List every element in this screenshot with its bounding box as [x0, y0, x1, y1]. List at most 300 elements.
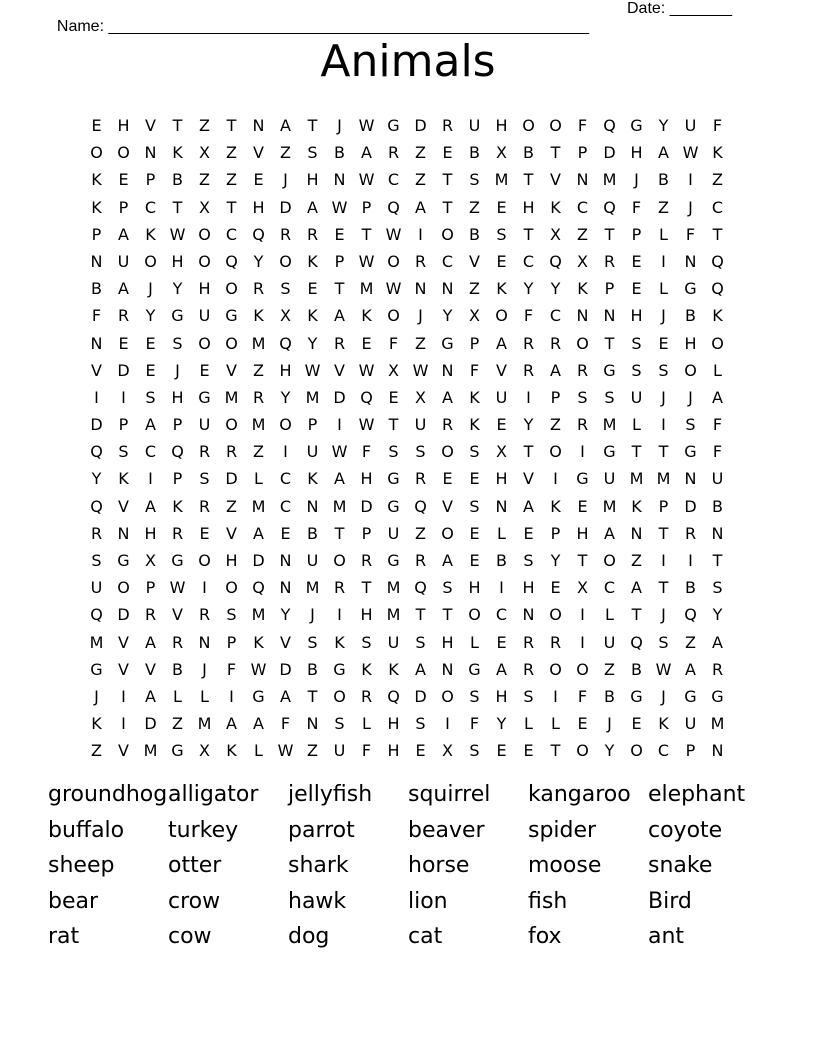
grid-letter[interactable]: M [386, 578, 401, 598]
grid-letter[interactable]: E [388, 387, 399, 407]
grid-letter[interactable]: T [442, 197, 453, 217]
grid-letter[interactable]: H [630, 306, 643, 326]
grid-letter[interactable]: Z [226, 496, 237, 516]
grid-letter[interactable]: Z [91, 741, 102, 761]
grid-letter[interactable]: H [225, 551, 238, 570]
grid-letter[interactable]: U [306, 442, 319, 462]
grid-letter[interactable]: G [90, 659, 103, 679]
grid-letter[interactable]: C [522, 251, 535, 271]
grid-letter[interactable]: K [253, 632, 264, 652]
grid-letter[interactable]: X [469, 306, 480, 326]
grid-letter[interactable]: A [307, 197, 318, 217]
grid-letter[interactable]: Q [225, 251, 238, 271]
grid-letter[interactable]: O [603, 551, 616, 570]
grid-letter[interactable]: W [682, 143, 699, 163]
grid-letter[interactable]: N [441, 360, 454, 380]
grid-letter[interactable]: S [469, 686, 480, 706]
grid-letter[interactable]: N [576, 170, 589, 190]
name-field[interactable]: Name: ______________________________________________________ [56, 18, 589, 35]
grid-letter[interactable]: W [304, 360, 321, 380]
grid-letter[interactable]: R [522, 659, 535, 679]
grid-letter[interactable]: W [169, 578, 186, 598]
grid-letter[interactable]: E [442, 143, 453, 163]
grid-letter[interactable]: E [334, 224, 345, 244]
grid-letter[interactable]: P [658, 496, 669, 516]
grid-letter[interactable]: N [306, 496, 319, 516]
grid-letter[interactable]: P [361, 523, 372, 543]
grid-letter[interactable]: F [712, 415, 723, 435]
grid-letter[interactable]: V [226, 360, 237, 380]
grid-letter[interactable]: V [496, 360, 507, 380]
grid-letter[interactable]: R [360, 551, 373, 570]
grid-letter[interactable]: Y [253, 251, 264, 271]
grid-letter[interactable]: V [469, 251, 480, 271]
grid-letter[interactable]: E [577, 496, 588, 516]
grid-letter[interactable]: K [226, 741, 237, 761]
grid-letter[interactable]: O [549, 116, 562, 135]
grid-letter[interactable]: Q [90, 496, 103, 516]
grid-letter[interactable]: B [685, 306, 696, 326]
grid-letter[interactable]: H [144, 523, 157, 543]
grid-letter[interactable]: K [91, 714, 102, 734]
grid-letter[interactable]: T [604, 224, 615, 244]
grid-letter[interactable]: F [361, 741, 372, 761]
grid-letter[interactable]: P [550, 523, 561, 543]
grid-letter[interactable]: S [523, 551, 534, 570]
grid-letter[interactable]: G [684, 686, 697, 706]
grid-letter[interactable]: H [522, 578, 535, 598]
grid-letter[interactable]: H [495, 469, 508, 489]
grid-letter[interactable]: K [550, 496, 561, 516]
grid-letter[interactable]: O [387, 251, 400, 271]
grid-letter[interactable]: K [361, 659, 372, 679]
grid-letter[interactable]: M [251, 605, 266, 625]
grid-letter[interactable]: A [712, 387, 723, 407]
grid-letter[interactable]: E [496, 741, 507, 761]
grid-letter[interactable]: P [172, 415, 183, 435]
grid-letter[interactable]: F [577, 116, 588, 135]
grid-letter[interactable]: B [307, 523, 318, 543]
grid-letter[interactable]: F [712, 116, 723, 135]
grid-letter[interactable]: O [576, 333, 589, 353]
grid-letter[interactable]: A [145, 632, 156, 652]
grid-letter[interactable]: S [415, 442, 426, 462]
grid-letter[interactable]: U [117, 251, 130, 271]
grid-letter[interactable]: G [387, 116, 400, 135]
grid-letter[interactable]: S [334, 714, 345, 734]
grid-letter[interactable]: A [145, 496, 156, 516]
grid-letter[interactable]: M [494, 170, 509, 190]
grid-letter[interactable]: J [175, 360, 180, 380]
grid-letter[interactable]: Q [252, 578, 265, 598]
grid-letter[interactable]: N [252, 116, 265, 135]
grid-letter[interactable]: P [145, 578, 156, 598]
grid-letter[interactable]: C [225, 224, 238, 244]
grid-letter[interactable]: O [279, 415, 292, 435]
grid-letter[interactable]: N [711, 741, 724, 761]
grid-letter[interactable]: F [91, 306, 102, 326]
grid-letter[interactable]: T [307, 686, 318, 706]
grid-letter[interactable]: R [144, 605, 157, 625]
grid-letter[interactable]: S [469, 170, 480, 190]
grid-letter[interactable]: Y [442, 306, 453, 326]
grid-letter[interactable]: Q [603, 197, 616, 217]
grid-letter[interactable]: X [496, 143, 507, 163]
grid-letter[interactable]: T [172, 197, 183, 217]
grid-letter[interactable]: Z [415, 333, 426, 353]
grid-letter[interactable]: S [496, 224, 507, 244]
grid-letter[interactable]: C [279, 496, 292, 516]
grid-letter[interactable]: A [415, 659, 426, 679]
grid-letter[interactable]: S [631, 333, 642, 353]
grid-letter[interactable]: U [90, 578, 103, 598]
grid-letter[interactable]: X [496, 442, 507, 462]
grid-letter[interactable]: E [253, 170, 264, 190]
grid-letter[interactable]: C [549, 306, 562, 326]
grid-letter[interactable]: G [630, 116, 643, 135]
grid-letter[interactable]: R [522, 360, 535, 380]
grid-letter[interactable]: N [576, 306, 589, 326]
grid-letter[interactable]: Y [523, 415, 534, 435]
grid-letter[interactable]: V [226, 523, 237, 543]
grid-letter[interactable]: R [198, 605, 211, 625]
grid-letter[interactable]: N [414, 279, 427, 299]
grid-letter[interactable]: G [171, 306, 184, 326]
grid-letter[interactable]: I [202, 578, 207, 598]
grid-letter[interactable]: V [523, 469, 534, 489]
grid-letter[interactable]: H [279, 360, 292, 380]
grid-letter[interactable]: M [359, 279, 374, 299]
grid-letter[interactable]: K [307, 469, 318, 489]
grid-letter[interactable]: E [199, 360, 210, 380]
grid-letter[interactable]: Z [199, 116, 210, 135]
grid-letter[interactable]: K [388, 659, 399, 679]
grid-letter[interactable]: R [441, 415, 454, 435]
grid-letter[interactable]: Y [604, 741, 615, 761]
grid-letter[interactable]: O [144, 251, 157, 271]
grid-letter[interactable]: X [577, 251, 588, 271]
grid-letter[interactable]: E [118, 170, 129, 190]
grid-letter[interactable]: A [496, 333, 507, 353]
grid-letter[interactable]: H [495, 116, 508, 135]
grid-letter[interactable]: R [414, 551, 427, 570]
grid-letter[interactable]: E [523, 741, 534, 761]
grid-letter[interactable]: D [360, 496, 373, 516]
grid-letter[interactable]: Q [279, 333, 292, 353]
grid-letter[interactable]: R [711, 659, 724, 679]
grid-letter[interactable]: L [524, 714, 533, 734]
grid-letter[interactable]: W [358, 415, 375, 435]
grid-letter[interactable]: E [91, 116, 102, 135]
grid-letter[interactable]: K [469, 387, 480, 407]
grid-letter[interactable]: T [172, 116, 183, 135]
grid-letter[interactable]: O [279, 251, 292, 271]
grid-letter[interactable]: S [91, 551, 102, 570]
grid-letter[interactable]: T [334, 523, 345, 543]
grid-letter[interactable]: H [468, 578, 481, 598]
grid-letter[interactable]: T [442, 170, 453, 190]
grid-letter[interactable]: E [496, 415, 507, 435]
grid-letter[interactable]: Z [415, 170, 426, 190]
grid-letter[interactable]: Z [469, 279, 480, 299]
grid-letter[interactable]: I [580, 605, 585, 625]
grid-letter[interactable]: N [144, 143, 157, 163]
grid-letter[interactable]: N [441, 279, 454, 299]
grid-letter[interactable]: A [253, 523, 264, 543]
grid-letter[interactable]: R [252, 279, 265, 299]
grid-letter[interactable]: K [361, 306, 372, 326]
grid-letter[interactable]: I [418, 224, 423, 244]
grid-letter[interactable]: H [198, 279, 211, 299]
grid-letter[interactable]: V [118, 741, 129, 761]
grid-letter[interactable]: R [90, 523, 103, 543]
grid-letter[interactable]: F [280, 714, 291, 734]
grid-letter[interactable]: O [495, 306, 508, 326]
grid-letter[interactable]: W [385, 224, 402, 244]
grid-letter[interactable]: D [90, 415, 103, 435]
grid-letter[interactable]: E [415, 741, 426, 761]
grid-letter[interactable]: R [333, 333, 346, 353]
grid-letter[interactable]: O [198, 251, 211, 271]
grid-letter[interactable]: S [469, 741, 480, 761]
grid-letter[interactable]: I [499, 578, 504, 598]
grid-letter[interactable]: T [550, 143, 561, 163]
grid-letter[interactable]: S [658, 360, 669, 380]
grid-letter[interactable]: M [386, 605, 401, 625]
grid-letter[interactable]: T [226, 116, 237, 135]
grid-letter[interactable]: P [361, 197, 372, 217]
grid-letter[interactable]: Z [226, 170, 237, 190]
grid-letter[interactable]: O [522, 116, 535, 135]
grid-letter[interactable]: Y [172, 279, 183, 299]
grid-letter[interactable]: E [658, 333, 669, 353]
grid-letter[interactable]: I [553, 469, 558, 489]
grid-letter[interactable]: O [333, 686, 346, 706]
grid-letter[interactable]: Z [280, 143, 291, 163]
grid-letter[interactable]: K [307, 306, 318, 326]
grid-letter[interactable]: W [385, 279, 402, 299]
grid-letter[interactable]: Y [91, 469, 102, 489]
grid-letter[interactable]: Q [603, 116, 616, 135]
grid-letter[interactable]: J [661, 605, 666, 625]
grid-letter[interactable]: B [496, 551, 507, 570]
grid-letter[interactable]: U [711, 469, 724, 489]
grid-letter[interactable]: C [576, 197, 589, 217]
grid-letter[interactable]: Z [577, 224, 588, 244]
grid-letter[interactable]: B [172, 170, 183, 190]
grid-letter[interactable]: V [550, 170, 561, 190]
grid-letter[interactable]: U [414, 415, 427, 435]
grid-letter[interactable]: K [145, 224, 156, 244]
grid-letter[interactable]: R [171, 632, 184, 652]
grid-letter[interactable]: L [254, 469, 263, 489]
grid-letter[interactable]: V [280, 632, 291, 652]
grid-letter[interactable]: E [550, 578, 561, 598]
grid-letter[interactable]: N [684, 469, 697, 489]
grid-letter[interactable]: B [523, 143, 534, 163]
grid-letter[interactable]: B [469, 224, 480, 244]
grid-letter[interactable]: R [549, 333, 562, 353]
grid-letter[interactable]: D [603, 143, 616, 163]
grid-letter[interactable]: E [307, 279, 318, 299]
grid-letter[interactable]: C [495, 605, 508, 625]
grid-letter[interactable]: L [659, 279, 668, 299]
grid-letter[interactable]: U [306, 551, 319, 570]
grid-letter[interactable]: R [576, 360, 589, 380]
grid-letter[interactable]: P [469, 333, 480, 353]
grid-letter[interactable]: Q [90, 442, 103, 462]
grid-letter[interactable]: F [685, 224, 696, 244]
grid-letter[interactable]: E [496, 632, 507, 652]
grid-letter[interactable]: R [603, 251, 616, 271]
grid-letter[interactable]: T [361, 224, 372, 244]
grid-letter[interactable]: Z [253, 360, 264, 380]
grid-letter[interactable]: I [94, 387, 99, 407]
grid-letter[interactable]: G [225, 306, 238, 326]
grid-letter[interactable]: C [279, 469, 292, 489]
grid-letter[interactable]: B [685, 578, 696, 598]
grid-letter[interactable]: X [145, 551, 156, 570]
grid-letter[interactable]: H [522, 197, 535, 217]
grid-letter[interactable]: S [604, 387, 615, 407]
grid-letter[interactable]: Z [604, 659, 615, 679]
grid-letter[interactable]: L [605, 605, 614, 625]
grid-letter[interactable]: Z [307, 741, 318, 761]
grid-letter[interactable]: D [225, 469, 238, 489]
grid-letter[interactable]: R [198, 442, 211, 462]
grid-letter[interactable]: B [172, 659, 183, 679]
grid-letter[interactable]: C [711, 197, 724, 217]
grid-letter[interactable]: O [225, 415, 238, 435]
grid-letter[interactable]: J [94, 686, 99, 706]
grid-letter[interactable]: A [145, 686, 156, 706]
grid-letter[interactable]: A [118, 224, 129, 244]
grid-letter[interactable]: T [361, 578, 372, 598]
grid-letter[interactable]: H [576, 523, 589, 543]
grid-letter[interactable]: S [172, 333, 183, 353]
grid-letter[interactable]: Y [280, 605, 291, 625]
grid-letter[interactable]: R [576, 415, 589, 435]
grid-letter[interactable]: L [632, 415, 641, 435]
grid-letter[interactable]: J [661, 387, 666, 407]
grid-letter[interactable]: K [658, 714, 669, 734]
grid-letter[interactable]: C [603, 578, 616, 598]
grid-letter[interactable]: S [685, 415, 696, 435]
grid-letter[interactable]: D [414, 116, 427, 135]
grid-letter[interactable]: A [712, 632, 723, 652]
grid-letter[interactable]: E [631, 714, 642, 734]
grid-letter[interactable]: Y [145, 306, 156, 326]
grid-letter[interactable]: Z [415, 143, 426, 163]
grid-letter[interactable]: D [279, 659, 292, 679]
grid-letter[interactable]: O [198, 224, 211, 244]
grid-letter[interactable]: V [334, 360, 345, 380]
grid-letter[interactable]: I [283, 442, 288, 462]
grid-letter[interactable]: O [441, 686, 454, 706]
grid-letter[interactable]: P [91, 224, 102, 244]
grid-letter[interactable]: G [117, 551, 130, 570]
grid-letter[interactable]: Q [360, 387, 373, 407]
grid-letter[interactable]: A [334, 469, 345, 489]
grid-letter[interactable]: R [441, 116, 454, 135]
grid-letter[interactable]: G [576, 469, 589, 489]
grid-letter[interactable]: I [661, 415, 666, 435]
grid-letter[interactable]: I [526, 387, 531, 407]
grid-letter[interactable]: B [712, 496, 723, 516]
grid-letter[interactable]: K [91, 197, 102, 217]
grid-letter[interactable]: Z [226, 143, 237, 163]
grid-letter[interactable]: V [118, 496, 129, 516]
grid-letter[interactable]: J [418, 306, 423, 326]
grid-letter[interactable]: W [358, 170, 375, 190]
grid-letter[interactable]: G [171, 741, 184, 761]
grid-letter[interactable]: U [684, 714, 697, 734]
grid-letter[interactable]: T [604, 333, 615, 353]
grid-letter[interactable]: R [684, 523, 697, 543]
grid-letter[interactable]: Z [415, 523, 426, 543]
grid-letter[interactable]: N [279, 578, 292, 598]
grid-letter[interactable]: Y [280, 387, 291, 407]
grid-letter[interactable]: Q [684, 605, 697, 625]
grid-letter[interactable]: A [442, 387, 453, 407]
grid-letter[interactable]: O [630, 741, 643, 761]
grid-letter[interactable]: O [711, 333, 724, 353]
grid-letter[interactable]: O [90, 143, 103, 163]
grid-letter[interactable]: M [332, 496, 347, 516]
grid-letter[interactable]: V [91, 360, 102, 380]
grid-letter[interactable]: A [280, 116, 291, 135]
grid-letter[interactable]: V [118, 659, 129, 679]
grid-letter[interactable]: J [661, 686, 666, 706]
grid-letter[interactable]: E [496, 251, 507, 271]
grid-letter[interactable]: T [712, 224, 723, 244]
grid-letter[interactable]: G [711, 686, 724, 706]
grid-letter[interactable]: W [655, 659, 672, 679]
grid-letter[interactable]: N [522, 605, 535, 625]
grid-letter[interactable]: G [387, 551, 400, 570]
grid-letter[interactable]: T [631, 605, 642, 625]
grid-letter[interactable]: E [469, 523, 480, 543]
grid-letter[interactable]: F [388, 333, 399, 353]
grid-letter[interactable]: E [199, 523, 210, 543]
grid-letter[interactable]: I [580, 632, 585, 652]
grid-letter[interactable]: G [387, 469, 400, 489]
grid-letter[interactable]: B [334, 143, 345, 163]
grid-letter[interactable]: S [307, 632, 318, 652]
grid-letter[interactable]: M [629, 469, 644, 489]
grid-letter[interactable]: T [523, 224, 534, 244]
grid-letter[interactable]: A [334, 306, 345, 326]
grid-letter[interactable]: R [171, 523, 184, 543]
grid-letter[interactable]: R [414, 251, 427, 271]
grid-letter[interactable]: G [441, 333, 454, 353]
grid-letter[interactable]: S [631, 360, 642, 380]
grid-letter[interactable]: I [688, 170, 693, 190]
grid-letter[interactable]: D [117, 360, 130, 380]
grid-letter[interactable]: Y [712, 605, 723, 625]
grid-letter[interactable]: Y [550, 551, 561, 570]
grid-letter[interactable]: R [387, 143, 400, 163]
grid-letter[interactable]: S [118, 442, 129, 462]
grid-letter[interactable]: Q [387, 686, 400, 706]
grid-letter[interactable]: I [121, 714, 126, 734]
grid-letter[interactable]: P [118, 415, 129, 435]
grid-letter[interactable]: O [333, 551, 346, 570]
grid-letter[interactable]: O [576, 659, 589, 679]
grid-letter[interactable]: U [387, 523, 400, 543]
grid-letter[interactable]: E [496, 197, 507, 217]
grid-letter[interactable]: K [577, 279, 588, 299]
